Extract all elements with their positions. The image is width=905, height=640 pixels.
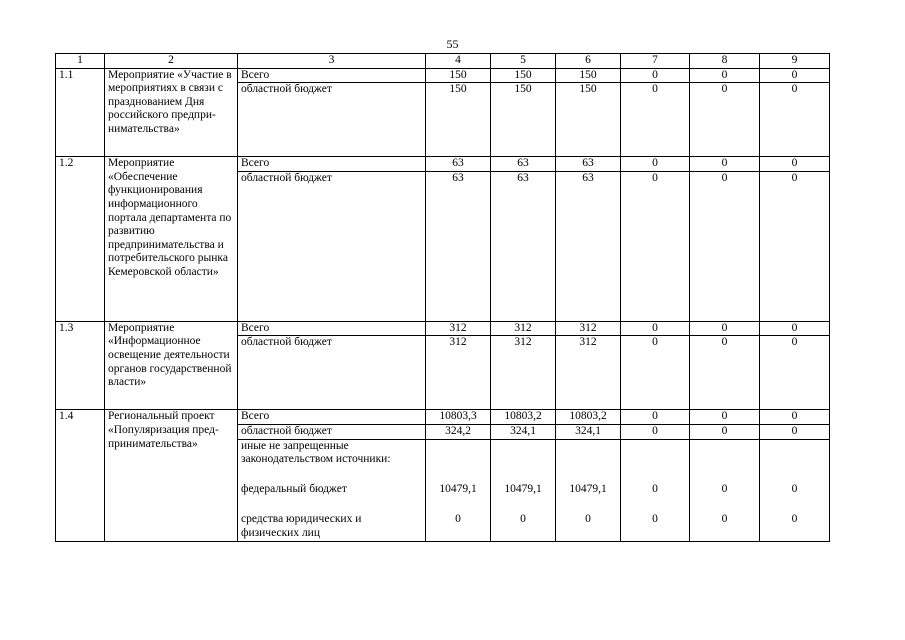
value-cell: 0 [760,483,830,513]
value-cell: 0 [690,171,760,321]
value-cell: 0 [760,171,830,321]
header-cell-1: 1 [56,54,105,69]
value-cell: 0 [760,321,830,336]
funding-source: областной бюджет [238,171,426,321]
value-cell: 0 [690,513,760,541]
value-cell: 0 [760,424,830,439]
row-number: 1.4 [56,410,105,541]
funding-source: областной бюджет [238,83,426,157]
value-cell: 0 [690,336,760,410]
value-cell: 63 [491,157,556,172]
value-cell: 0 [621,157,690,172]
table-row [56,157,830,172]
value-cell: 150 [491,68,556,83]
value-cell: 312 [491,336,556,410]
funding-source: Всего [238,157,426,172]
funding-source: областной бюджет [238,424,426,439]
value-cell: 63 [426,171,491,321]
value-cell: 150 [556,68,621,83]
value-cell: 0 [690,483,760,513]
header-cell-7: 7 [621,54,690,69]
value-cell: 0 [760,83,830,157]
value-cell: 0 [621,513,690,541]
value-cell: 0 [491,513,556,541]
row-number: 1.1 [56,68,105,157]
value-cell: 312 [491,321,556,336]
value-cell: 10479,1 [556,483,621,513]
row-number: 1.3 [56,321,105,410]
value-cell: 0 [621,483,690,513]
header-cell-6: 6 [556,54,621,69]
value-cell: 324,1 [491,424,556,439]
value-cell: 324,2 [426,424,491,439]
value-cell: 63 [556,171,621,321]
value-cell: 10803,3 [426,410,491,425]
funding-source: иные не запрещенные законодательством источники: [238,439,426,483]
value-cell: 0 [621,424,690,439]
value-cell: 0 [621,410,690,425]
header-row [56,54,830,69]
value-cell: 312 [556,321,621,336]
funding-source: Всего [238,410,426,425]
value-cell: 312 [556,336,621,410]
value-cell [760,439,830,483]
value-cell: 0 [690,410,760,425]
value-cell: 0 [760,336,830,410]
value-cell: 312 [426,336,491,410]
value-cell: 0 [621,336,690,410]
funding-source: Всего [238,321,426,336]
value-cell: 0 [621,171,690,321]
measure-name: Мероприятие «Информационное освещение деятельности органов государственной власти» [105,321,238,410]
value-cell: 0 [690,157,760,172]
value-cell: 0 [760,410,830,425]
value-cell: 0 [690,321,760,336]
value-cell: 0 [760,68,830,83]
value-cell: 63 [426,157,491,172]
funding-source: федеральный бюджет [238,483,426,513]
value-cell: 0 [621,83,690,157]
value-cell: 0 [760,513,830,541]
value-cell: 10803,2 [491,410,556,425]
measure-name: Мероприятие «Обеспечение функционирования информационного портала департамента по развитию предпринимательства и потребительского рынка Кемеровской области» [105,157,238,322]
row-number: 1.2 [56,157,105,322]
value-cell: 0 [426,513,491,541]
value-cell: 0 [556,513,621,541]
measure-name: Мероприятие «Участие в мероприятиях в связи с празднованием Дня российского предпри-нимательства» [105,68,238,157]
page-number: 55 [446,37,459,51]
value-cell: 150 [426,83,491,157]
value-cell: 0 [690,424,760,439]
value-cell: 10803,2 [556,410,621,425]
value-cell: 0 [760,157,830,172]
header-cell-5: 5 [491,54,556,69]
funding-source: средства юридических и физических лиц [238,513,426,541]
value-cell: 312 [426,321,491,336]
measure-name: Региональный проект «Популяризация пред-принимательства» [105,410,238,541]
header-cell-4: 4 [426,54,491,69]
value-cell: 150 [491,83,556,157]
value-cell: 0 [690,83,760,157]
header-cell-3: 3 [238,54,426,69]
value-cell: 63 [491,171,556,321]
funding-source: Всего [238,68,426,83]
header-cell-8: 8 [690,54,760,69]
value-cell [690,439,760,483]
value-cell [491,439,556,483]
table-row [56,321,830,336]
value-cell: 63 [556,157,621,172]
value-cell: 0 [621,68,690,83]
funding-source: областной бюджет [238,336,426,410]
value-cell: 324,1 [556,424,621,439]
value-cell: 150 [426,68,491,83]
value-cell [556,439,621,483]
header-cell-2: 2 [105,54,238,69]
value-cell: 0 [690,68,760,83]
header-cell-9: 9 [760,54,830,69]
table-row [56,68,830,83]
budget-table [55,53,830,542]
value-cell: 10479,1 [491,483,556,513]
table-row [56,410,830,425]
value-cell [621,439,690,483]
value-cell: 150 [556,83,621,157]
value-cell [426,439,491,483]
value-cell: 10479,1 [426,483,491,513]
value-cell: 0 [621,321,690,336]
